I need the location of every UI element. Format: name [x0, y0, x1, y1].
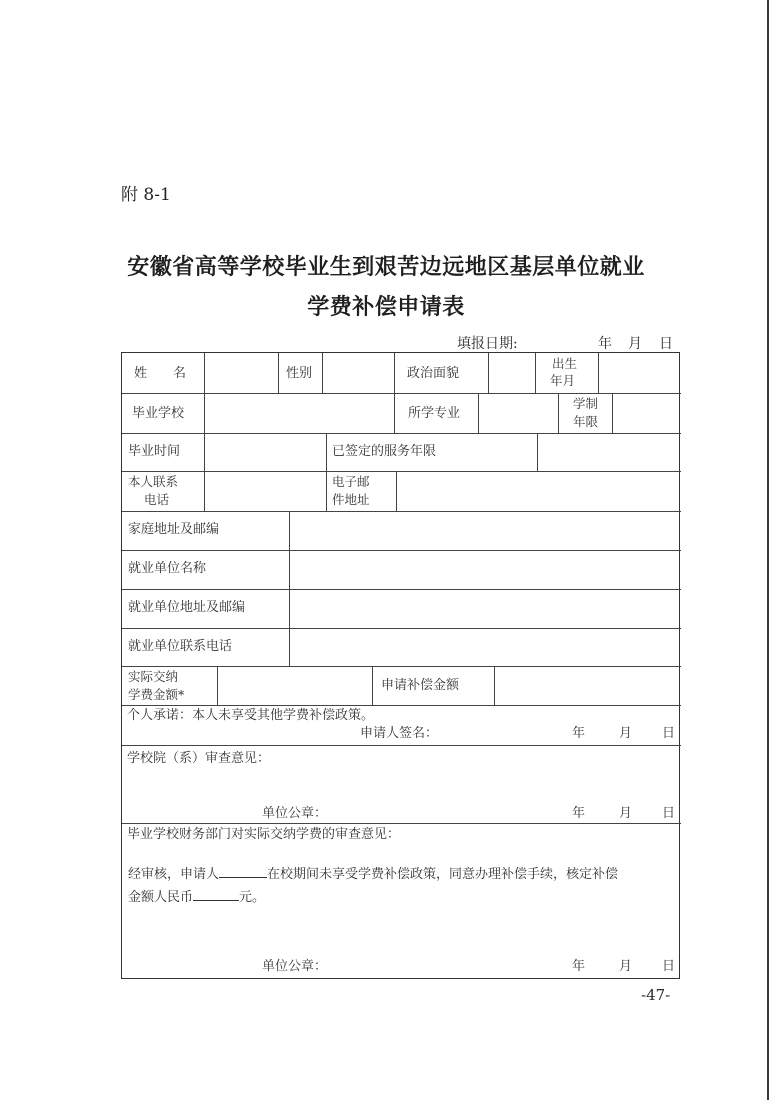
- phone-label-line1: 本人联系: [128, 474, 179, 489]
- row-divider: [122, 393, 681, 394]
- col-divider: [204, 471, 205, 511]
- col-divider: [598, 353, 599, 393]
- commit-day: 日: [662, 726, 676, 741]
- tuition-label-line1: 实际交纳: [128, 669, 179, 684]
- service-years-label: 已签定的服务年限: [332, 444, 437, 459]
- col-divider: [478, 393, 479, 433]
- col-divider: [278, 353, 279, 393]
- birth-label-line1: 出生: [552, 356, 578, 371]
- email-label-line2: 件地址: [332, 492, 370, 507]
- row-divider: [122, 628, 681, 629]
- fill-date-day: 日: [659, 336, 673, 352]
- commit-year: 年: [572, 726, 586, 741]
- row-divider: [122, 511, 681, 512]
- home-address-label: 家庭地址及邮编: [128, 522, 220, 537]
- col-divider: [372, 666, 373, 705]
- applicant-sign-label: 申请人签名：: [360, 726, 439, 741]
- verify-text-part2: 在校期间未享受学费补偿政策，同意办理补偿手续，核定补偿: [267, 867, 619, 882]
- row-divider: [122, 745, 681, 746]
- col-divider: [494, 666, 495, 705]
- grad-time-label: 毕业时间: [128, 444, 181, 459]
- col-divider: [204, 353, 205, 393]
- page-edge: [767, 0, 769, 1100]
- row-divider: [122, 550, 681, 551]
- phone-label-line2: 电话: [144, 492, 170, 507]
- verify-text-part3: 金额人民币: [128, 890, 194, 905]
- col-divider: [394, 353, 395, 393]
- employer-phone-label: 就业单位联系电话: [128, 639, 233, 654]
- schooling-label-line2: 年限: [573, 414, 599, 429]
- finance-review-label: 毕业学校财务部门对实际交纳学费的审查意见：: [127, 827, 401, 842]
- gender-label: 性别: [286, 366, 313, 381]
- school-day: 日: [662, 806, 676, 821]
- school-year: 年: [572, 806, 586, 821]
- col-divider: [322, 353, 323, 393]
- col-divider: [204, 433, 205, 471]
- applicant-name-blank: [219, 863, 267, 878]
- verify-line1: [128, 863, 678, 884]
- col-divider: [326, 433, 327, 471]
- col-divider: [289, 511, 290, 666]
- verify-line2: [128, 886, 265, 907]
- row-divider: [122, 471, 681, 472]
- fill-date-year: 年: [598, 336, 612, 352]
- school-review-label: 学校院（系）审查意见：: [127, 751, 271, 766]
- form-title-line1: 安徽省高等学校毕业生到艰苦边远地区基层单位就业: [127, 254, 645, 280]
- col-divider: [394, 393, 395, 433]
- employer-name-label: 就业单位名称: [128, 561, 207, 576]
- appendix-label: 附 8-1: [121, 185, 171, 205]
- finance-year: 年: [572, 959, 586, 974]
- row-divider: [122, 666, 681, 667]
- name-label: 姓 名: [134, 366, 187, 381]
- col-divider: [612, 393, 613, 433]
- school-seal-label: 单位公章：: [262, 806, 328, 821]
- schooling-label-line1: 学制: [573, 396, 599, 411]
- fill-date-month: 月: [628, 336, 642, 352]
- compensation-amount-label: 申请补偿金额: [381, 678, 460, 693]
- fill-date-label: 填报日期:: [457, 336, 518, 352]
- col-divider: [204, 393, 205, 433]
- col-divider: [326, 471, 327, 511]
- birth-label-line2: 年月: [550, 373, 576, 388]
- col-divider: [217, 666, 218, 705]
- major-label: 所学专业: [408, 406, 461, 421]
- finance-month: 月: [619, 959, 633, 974]
- col-divider: [558, 393, 559, 433]
- commitment-text: 个人承诺：本人未享受其他学费补偿政策。: [127, 708, 375, 723]
- finance-seal-label: 单位公章：: [262, 959, 328, 974]
- commit-month: 月: [619, 726, 633, 741]
- row-divider: [122, 823, 681, 824]
- political-status-label: 政治面貌: [407, 366, 460, 381]
- col-divider: [488, 353, 489, 393]
- email-label-line1: 电子邮: [332, 474, 370, 489]
- row-divider: [122, 705, 681, 706]
- employer-address-label: 就业单位地址及邮编: [128, 600, 246, 615]
- form-title-line2: 学费补偿申请表: [307, 294, 465, 320]
- row-divider: [122, 589, 681, 590]
- amount-blank: [193, 886, 239, 901]
- col-divider: [535, 353, 536, 393]
- col-divider: [537, 433, 538, 471]
- col-divider: [396, 471, 397, 511]
- school-label: 毕业学校: [132, 406, 185, 421]
- finance-day: 日: [662, 959, 676, 974]
- verify-text-part4: 元。: [239, 890, 266, 905]
- page-number: -47-: [641, 986, 671, 1004]
- row-divider: [122, 433, 681, 434]
- school-month: 月: [619, 806, 633, 821]
- tuition-label-line2: 学费金额*: [128, 687, 185, 702]
- application-form-table: [121, 352, 680, 979]
- verify-text-part1: 经审核，申请人: [128, 867, 220, 882]
